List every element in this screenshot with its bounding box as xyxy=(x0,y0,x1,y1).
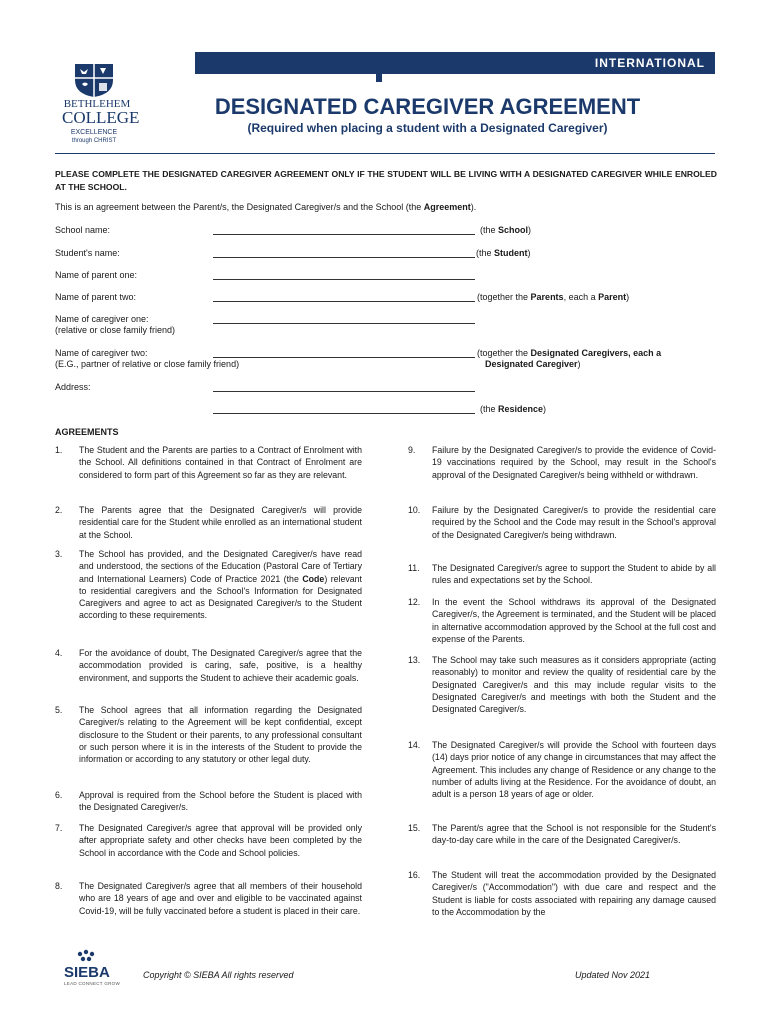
suffix-bold: Parents xyxy=(530,292,564,302)
document-subtitle: (Required when placing a student with a Designated Caregiver) xyxy=(247,121,608,135)
caregiver-one-label xyxy=(55,314,175,336)
clause-text: The School may take such measures as it considers appropriate (acting reasonably) to monitor and review the quality of residential care by the Designated Caregiver/s and this may include regular visits to the Designated Caregiver/s and meetings with both the Student and the Designated Caregiver/s. xyxy=(432,655,716,715)
clause-number: 9. xyxy=(408,445,416,455)
caregiver-two-label xyxy=(55,348,239,370)
college-name-line2: COLLEGE xyxy=(62,108,140,127)
clause-number: 3. xyxy=(55,549,63,559)
caregiver-two-field[interactable] xyxy=(213,348,475,358)
clause-text-bold: Code xyxy=(302,573,325,584)
caregiver-two-hint: (E.G., partner of relative or close family friend) xyxy=(55,359,240,369)
crest-icon xyxy=(73,62,115,98)
suffix-pre: (the xyxy=(480,404,499,414)
intro-text-after: ). xyxy=(470,202,477,212)
motto-line2: through CHRIST xyxy=(71,138,117,144)
college-motto xyxy=(62,129,126,145)
header-divider xyxy=(55,153,715,154)
parent-two-suffix xyxy=(477,292,629,303)
intro-text-before: This is an agreement between the Parent/s, the Designated Caregiver/s and the School (the xyxy=(55,202,424,212)
cross-icon xyxy=(376,60,382,82)
clause-text: For the avoidance of doubt, The Designated Caregiver/s agree that the accommodation provided is caring, safe, positive, is a healthy environment, and supports the Student to achieve their academic goals. xyxy=(79,648,362,683)
clause-number: 10. xyxy=(408,505,421,515)
clause-number: 15. xyxy=(408,823,421,833)
parent-two-label: Name of parent two: xyxy=(55,292,137,302)
suffix-post: ) xyxy=(626,292,630,302)
college-name-line1: BETHLEHEM xyxy=(63,98,131,110)
suffix-bold: Designated Caregivers, each a xyxy=(530,348,662,358)
clause-number: 14. xyxy=(408,740,421,750)
suffix-bold: Student xyxy=(494,248,528,258)
suffix-post: ) xyxy=(527,248,531,258)
caregiver-one-field[interactable] xyxy=(213,314,475,324)
intro-text-bold: Agreement xyxy=(423,202,471,212)
document-title: DESIGNATED CAREGIVER AGREEMENT xyxy=(214,94,641,119)
school-name-suffix xyxy=(480,225,531,236)
sieba-tagline: LEAD CONNECT GROW xyxy=(64,981,121,986)
banner-label: INTERNATIONAL xyxy=(594,56,705,70)
suffix-bold: Residence xyxy=(498,404,544,414)
clause-text: Failure by the Designated Caregiver/s to provide the residential care required by the School and the Code may result in the School's approval of the Designated Caregiver/s being withdrawn. xyxy=(432,505,716,540)
address-field-line1[interactable] xyxy=(213,382,475,392)
clause-text: The Student will treat the accommodation provided by the Designated Caregiver/s ("Accommodation") with due care and respect and the Student is liable for costs associated with repairing any damage caused to the Accommodation by the xyxy=(432,870,716,917)
cross-icon-bar xyxy=(368,66,390,71)
clause-number: 7. xyxy=(55,823,63,833)
suffix-bold2: Parent xyxy=(598,292,627,302)
caregiver-two-label-text: Name of caregiver two: xyxy=(55,348,148,358)
clause-number: 2. xyxy=(55,505,63,515)
parent-one-field[interactable] xyxy=(213,270,475,280)
agreement-intro xyxy=(55,202,476,212)
suffix-pre: (together the xyxy=(477,348,531,358)
international-banner xyxy=(195,52,715,74)
motto-line1: EXCELLENCE xyxy=(70,129,118,136)
address-label: Address: xyxy=(55,382,91,392)
clause-number: 4. xyxy=(55,648,63,658)
clause-text-pre: The School has provided, and the Designated Caregiver/s have read and understood, the sections of the Education (Pastoral Care of Tertiary and International Learners) Code of Practice 2021 (the xyxy=(79,549,362,584)
clause-number: 16. xyxy=(408,870,421,880)
sieba-name: SIEBA xyxy=(64,964,110,981)
student-name-label: Student's name: xyxy=(55,248,120,258)
clause-text: The Parents agree that the Designated Caregiver/s will provide residential care for the Student while enrolled as an international student at the School. xyxy=(79,505,362,540)
parent-one-label: Name of parent one: xyxy=(55,270,138,280)
caregiver-one-label-text: Name of caregiver one: xyxy=(55,314,149,324)
updated-date: Updated Nov 2021 xyxy=(575,970,651,980)
school-name-field[interactable] xyxy=(213,225,475,235)
suffix-mid: , each a xyxy=(563,292,599,302)
copyright-text: Copyright © SIEBA All rights reserved xyxy=(143,970,294,980)
caregiver-one-hint: (relative or close family friend) xyxy=(55,325,176,335)
clause-text: The Designated Caregiver/s agree to support the Student to abide by all rules and expectations set by the School. xyxy=(432,563,716,586)
clause-number: 12. xyxy=(408,597,421,607)
address-suffix xyxy=(480,404,546,415)
suffix-pre: (the xyxy=(476,248,495,258)
clause-number: 13. xyxy=(408,655,421,665)
clause-text: Approval is required from the School before the Student is placed with the Designated Caregiver/s. xyxy=(79,790,362,813)
agreements-heading: AGREEMENTS xyxy=(55,427,119,437)
clause-text: The Student and the Parents are parties to a Contract of Enrolment with the School. All definitions contained in that Contract of Enrolment are considered to form part of this Agreement so far as they are relevant. xyxy=(79,445,362,480)
suffix-bold: School xyxy=(498,225,529,235)
caregiver-two-suffix xyxy=(477,348,712,370)
suffix-bold2: Designated Caregiver xyxy=(485,359,578,369)
suffix-pre: (together the xyxy=(477,292,531,302)
suffix-post: ) xyxy=(577,359,581,369)
clause-number: 6. xyxy=(55,790,63,800)
clause-text xyxy=(79,548,362,622)
clause-text-post: ) relevant to residential caregivers and the School's Information for Designated Caregivers and agree to act as Designated Caregiver/s to the Student according to these requirements. xyxy=(79,573,362,621)
suffix-post: ) xyxy=(528,225,532,235)
parent-two-field[interactable] xyxy=(213,292,475,302)
clause-text: In the event the School withdraws its approval of the Designated Caregiver/s, the Agreement is terminated, and the Student will be placed in alternative accommodation approved by the School at the full cost and expense of the Parents. xyxy=(432,597,716,644)
college-name xyxy=(62,98,140,127)
address-field-line2[interactable] xyxy=(213,404,475,414)
student-name-field[interactable] xyxy=(213,248,475,258)
clause-number: 5. xyxy=(55,705,63,715)
clause-text: The Designated Caregiver/s agree that all members of their household who are 18 years of age and over and eligible to be vaccinated against Covid-19, will be fully vaccinated before a student is placed in their care. xyxy=(79,881,362,916)
completion-instruction: PLEASE COMPLETE THE DESIGNATED CAREGIVER AGREEMENT ONLY IF THE STUDENT WILL BE LIVING WITH A DESIGNATED CAREGIVER WHILE ENROLED AT THE SCHOOL. xyxy=(55,169,717,192)
suffix-post: ) xyxy=(543,404,547,414)
clause-number: 11. xyxy=(408,563,420,573)
suffix-pre: (the xyxy=(480,225,499,235)
clause-number: 8. xyxy=(55,881,63,891)
clause-text: Failure by the Designated Caregiver/s to provide the evidence of Covid-19 vaccinations required by the School, may result in the School's approval of the Designated Caregiver/s being withheld or withdrawn. xyxy=(432,445,716,480)
clause-text: The Parent/s agree that the School is not responsible for the Student's day-to-day care while in the care of the Designated Caregiver/s. xyxy=(432,823,716,846)
clause-text: The Designated Caregiver/s will provide the School with fourteen days (14) days prior notice of any change in circumstances that may affect the Agreement. This includes any change of Residence or any change to the number of adults living at the Residence. For the avoidance of doubt, an adult is a person 18 years of age or older. xyxy=(432,740,716,800)
clause-number: 1. xyxy=(55,445,63,455)
clause-text: The Designated Caregiver/s agree that approval will be provided only after appropriate safety and other checks have been completed by the School in accordance with the Code and School policies. xyxy=(79,823,362,858)
clause-text: The School agrees that all information regarding the Designated Caregiver/s relating to the Agreement will be kept confidential, except disclosure to the Student or their parents, to any professional consultant or such person where it is in the interests of the Student to provide the information or according to any statutory or other legal duty. xyxy=(79,705,362,765)
student-name-suffix xyxy=(476,248,531,259)
school-name-label: School name: xyxy=(55,225,111,235)
